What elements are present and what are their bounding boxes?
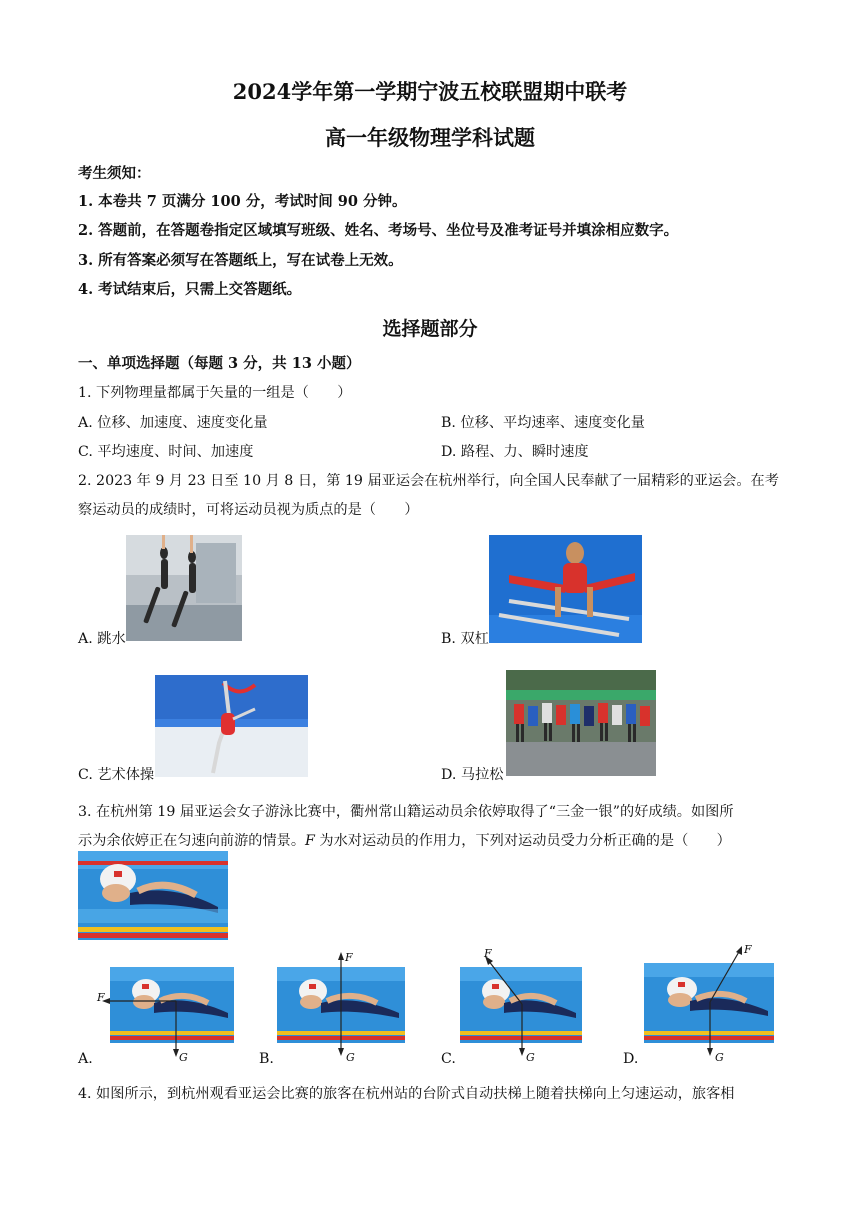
- q2-option-a: A. 跳水: [78, 631, 126, 647]
- diving-photo: [126, 535, 242, 641]
- section-title: 选择题部分: [382, 318, 478, 340]
- force-symbol: F: [305, 833, 315, 849]
- q3-option-c: C.: [441, 1051, 456, 1067]
- q3-diagram-b-arrows: [320, 948, 380, 1064]
- q3-d-force-label: F: [744, 943, 752, 956]
- notice-item-2: 2. 答题前，在答题卷指定区域填写班级、姓名、考场号、坐位号及准考证号并填涂相应数字。: [78, 222, 679, 239]
- q2-stem-line1: 2. 2023 年 9 月 23 日至 10 月 8 日，第 19 届亚运会在杭州举行，向全国人民奉献了一届精彩的亚运会。在考: [78, 473, 779, 489]
- q3-c-gravity-label: G: [526, 1051, 535, 1064]
- q3-c-force-label: F: [484, 947, 492, 960]
- notice-heading: 考生须知：: [78, 165, 151, 182]
- q3-d-gravity-label: G: [715, 1051, 724, 1064]
- q3-stem-line2: [78, 830, 731, 850]
- q1-option-d: D. 路程、力、瞬时速度: [441, 444, 589, 460]
- q3-diagram-a-arrows: [92, 955, 242, 1065]
- notice-item-1: 1. 本卷共 7 页满分 100 分，考试时间 90 分钟。: [78, 193, 407, 210]
- swimmer-photo: [78, 851, 228, 940]
- q2-stem-line2: 察运动员的成绩时，可将运动员视为质点的是（ ）: [78, 502, 419, 518]
- q1-stem: 1. 下列物理量都属于矢量的一组是（ ）: [78, 385, 352, 401]
- q3-option-d: D.: [623, 1051, 639, 1067]
- q3-b-force-label: F: [345, 951, 353, 964]
- parallel-bars-photo: [489, 535, 642, 643]
- q1-option-a: A. 位移、加速度、速度变化量: [78, 415, 268, 431]
- rhythmic-gymnastics-photo: [155, 675, 308, 777]
- q3-option-a: A.: [78, 1051, 93, 1067]
- q3-a-gravity-label: G: [179, 1051, 188, 1064]
- q3-stem-pre: 示为余依婷正在匀速向前游的情景。: [78, 833, 306, 849]
- q1-option-c: C. 平均速度、时间、加速度: [78, 444, 254, 460]
- exam-subtitle: 高一年级物理学科试题: [325, 125, 535, 150]
- q3-diagram-d-arrows: [686, 940, 766, 1064]
- q2-option-c: C. 艺术体操: [78, 767, 155, 783]
- q3-stem-line1: 3. 在杭州第 19 届亚运会女子游泳比赛中，衢州常山籍运动员余依婷取得了“三金一银”的好成绩。如图所: [78, 804, 734, 820]
- exam-title: 2024学年第一学期宁波五校联盟期中联考: [232, 79, 628, 104]
- notice-item-4: 4. 考试结束后，只需上交答题纸。: [78, 281, 302, 298]
- q3-b-gravity-label: G: [346, 1051, 355, 1064]
- marathon-photo: [506, 670, 656, 776]
- notice-item-3: 3. 所有答案必须写在答题纸上，写在试卷上无效。: [78, 252, 403, 269]
- q3-diagram-c-arrows: [470, 948, 550, 1064]
- q3-a-force-label: F: [97, 991, 105, 1004]
- part-heading: 一、单项选择题（每题 3 分，共 13 小题）: [78, 355, 361, 372]
- q1-option-b: B. 位移、平均速率、速度变化量: [441, 415, 645, 431]
- q3-stem-post: 为水对运动员的作用力，下列对运动员受力分析正确的是（ ）: [314, 833, 731, 849]
- q2-option-d: D. 马拉松: [441, 767, 504, 783]
- q4-stem-line1: 4. 如图所示，到杭州观看亚运会比赛的旅客在杭州站的台阶式自动扶梯上随着扶梯向上匀速运动，旅客相: [78, 1086, 735, 1102]
- q3-option-b: B.: [259, 1051, 274, 1067]
- q2-option-b: B. 双杠: [441, 631, 489, 647]
